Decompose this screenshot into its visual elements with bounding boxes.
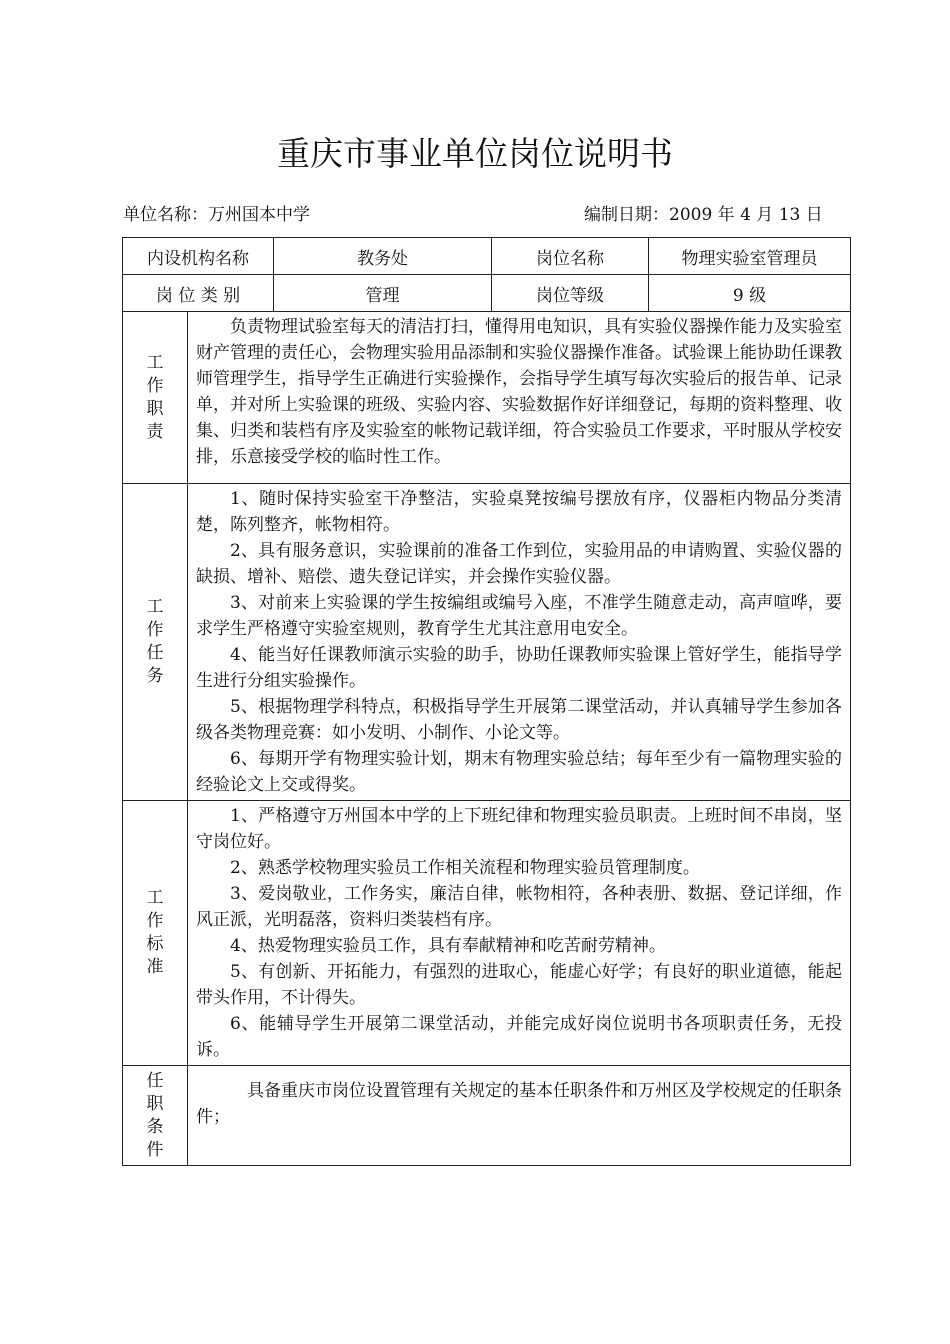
post-type-value: 管理 — [274, 275, 492, 312]
unit-name: 单位名称：万州国本中学 — [123, 205, 310, 225]
dept-label: 内设机构名称 — [123, 238, 274, 275]
qualifications-row — [123, 1066, 851, 1166]
duties-label: 工 作 职 责 — [123, 312, 188, 484]
tasks-row — [123, 484, 851, 801]
header-row-1 — [123, 238, 851, 275]
duties-content: 负责物理试验室每天的清洁打扫，懂得用电知识，具有实验仪器操作能力及实验室财产管理的责任心，会物理实验用品添制和实验仪器操作准备。试验课上能协助任课教师管理学生，指导学生正确进行实验操作，会指导学生填写每次实验后的报告单、记录单，并对所上实验课的班级、实验内容、实验数据作好详细登记，每期的资料整理、收集、归类和装档有序及实验室的帐物记载详细，符合实验员工作要求，平时服从学校安排，乐意接受学校的临时性工作。 — [188, 312, 851, 484]
post-grade-label: 岗位等级 — [492, 275, 649, 312]
job-description-table — [122, 237, 851, 1166]
qualifications-label: 任 职 条 件 — [123, 1066, 188, 1166]
post-grade-value: 9 级 — [649, 275, 851, 312]
post-name-value: 物理实验室管理员 — [649, 238, 851, 275]
standards-label: 工 作 标 准 — [123, 801, 188, 1066]
compile-date: 编制日期：2009 年 4 月 13 日 — [584, 205, 823, 225]
post-name-label: 岗位名称 — [492, 238, 649, 275]
page-title: 重庆市事业单位岗位说明书 — [277, 134, 673, 173]
qualifications-content: 具备重庆市岗位设置管理有关规定的基本任职条件和万州区及学校规定的任职条件； — [188, 1066, 851, 1166]
post-type-label: 岗 位 类 别 — [123, 275, 274, 312]
header-row-2 — [123, 275, 851, 312]
dept-value: 教务处 — [274, 238, 492, 275]
standards-content: 1、严格遵守万州国本中学的上下班纪律和物理实验员职责。上班时间不串岗，坚守岗位好。 2、熟悉学校物理实验员工作相关流程和物理实验员管理制度。 3、爱岗敬业，工作务实，廉洁自律，帐物相符，各种表册、数据、登记详细，作风正派，光明磊落，资料归类装档有序。 4、热爱物理实验员工作，具有奉献精神和吃苦耐劳精神。 5、有创新、开拓能力，有强烈的进取心，能虚心好学；有良好的职业道德，能起带头作用，不计得失。 6、能辅导学生开展第二课堂活动，并能完成好岗位说明书各项职责任务，无投诉。 — [188, 801, 851, 1066]
tasks-content: 1、随时保持实验室干净整洁，实验桌凳按编号摆放有序，仪器柜内物品分类清楚，陈列整齐，帐物相符。 2、具有服务意识，实验课前的准备工作到位，实验用品的申请购置、实验仪器的缺损、增补、赔偿、遗失登记详实，并会操作实验仪器。 3、对前来上实验课的学生按编组或编号入座，不准学生随意走动，高声喧哗，要求学生严格遵守实验室规则，教育学生尤其注意用电安全。 4、能当好任课教师演示实验的助手，协助任课教师实验课上管好学生，能指导学生进行分组实验操作。 5、根据物理学科特点，积极指导学生开展第二课堂活动，并认真辅导学生参加各级各类物理竞赛：如小发明、小制作、小论文等。 6、每期开学有物理实验计划，期末有物理实验总结；每年至少有一篇物理实验的经验论文上交或得奖。 — [188, 484, 851, 801]
standards-row — [123, 801, 851, 1066]
tasks-label: 工 作 任 务 — [123, 484, 188, 801]
duties-row — [123, 312, 851, 484]
